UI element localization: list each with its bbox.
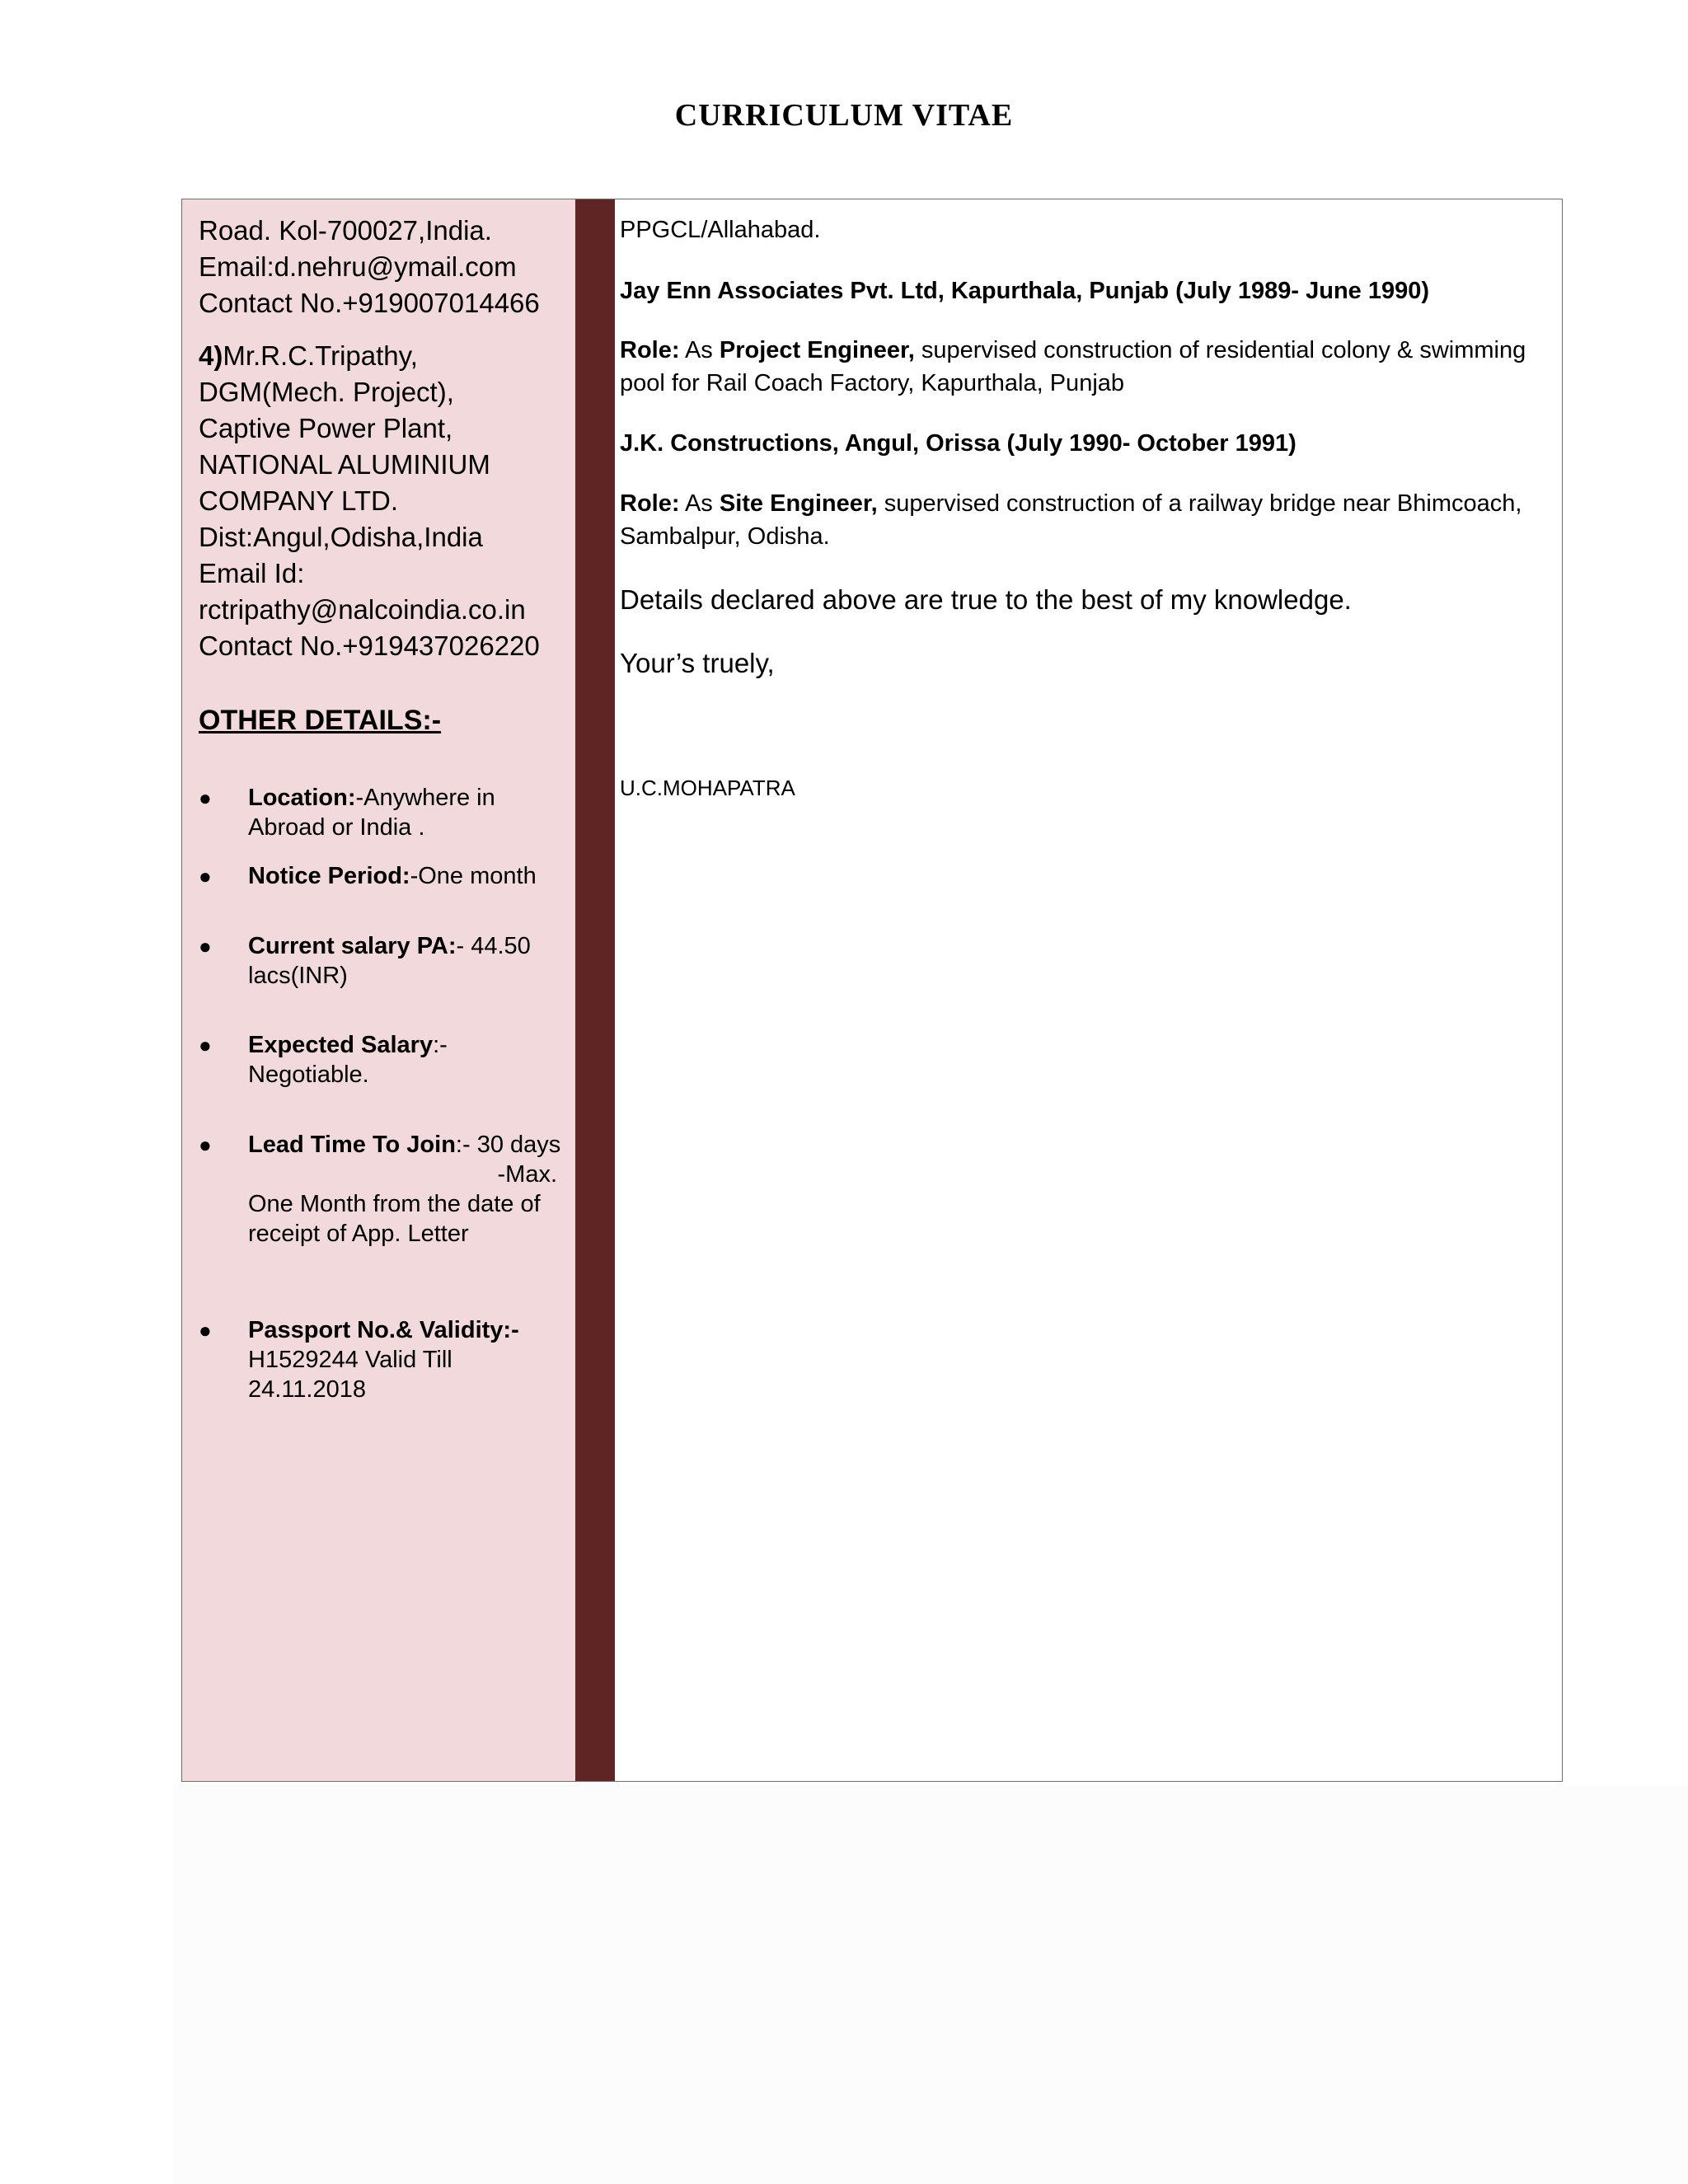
detail-label: Lead Time To Join bbox=[248, 1132, 456, 1158]
role-label: Role: bbox=[620, 490, 680, 517]
detail-label: Expected Salary bbox=[248, 1032, 434, 1058]
job1-heading: Jay Enn Associates Pvt. Ltd, Kapurthala, Punjab (July 1989- June 1990) bbox=[620, 278, 1430, 304]
detail-value: :- Negotiable. bbox=[248, 1032, 448, 1088]
job1-role bbox=[620, 334, 1543, 400]
ref4-name-line bbox=[199, 338, 561, 374]
references-block bbox=[199, 213, 561, 664]
ref4-line: Email Id: bbox=[199, 558, 305, 588]
detail-value: -Anywhere in Abroad or India . bbox=[248, 785, 495, 841]
role-as: As bbox=[679, 490, 720, 517]
job2-role bbox=[620, 487, 1543, 553]
ref4-line: NATIONAL ALUMINIUM bbox=[199, 449, 490, 480]
detail-value: :- 30 days bbox=[455, 1132, 561, 1158]
ref4-line: Dist:Angul,Odisha,India bbox=[199, 522, 483, 552]
ref3-email: Email:d.nehru@ymail.com bbox=[199, 251, 517, 282]
right-top-line: PPGCL/Allahabad. bbox=[620, 217, 821, 243]
ref4-contact: Contact No.+919437026220 bbox=[199, 630, 540, 661]
ref3-contact: Contact No.+919007014466 bbox=[199, 288, 540, 318]
ref4-email: rctripathy@nalcoindia.co.in bbox=[199, 594, 526, 625]
detail-label: Location: bbox=[248, 785, 356, 811]
detail-label: Current salary PA: bbox=[248, 933, 457, 959]
detail-label: Notice Period: bbox=[248, 863, 410, 889]
job2-heading: J.K. Constructions, Angul, Orissa (July 1990- October 1991) bbox=[620, 430, 1296, 457]
detail-value: - 44.50 lacs(INR) bbox=[248, 933, 531, 989]
closing-text: Your’s truely, bbox=[620, 648, 775, 678]
ref3-line: Road. Kol-700027,India. bbox=[199, 215, 492, 246]
role-description: supervised construction of residential colony & swimming pool for Rail Coach Factory, Kapurthala, Punjab bbox=[620, 337, 1526, 396]
bullet-icon: ● bbox=[199, 934, 212, 958]
ref4-line: COMPANY LTD. bbox=[199, 485, 399, 516]
role-description: supervised construction of a railway bridge near Bhimcoach, Sambalpur, Odisha. bbox=[620, 490, 1522, 550]
detail-extra: One Month from the date of receipt of App. Letter bbox=[248, 1191, 541, 1247]
detail-value: H1529244 Valid Till 24.11.2018 bbox=[248, 1347, 452, 1403]
role-title: Site Engineer, bbox=[719, 490, 878, 517]
declaration-text: Details declared above are true to the best of my knowledge. bbox=[620, 584, 1352, 615]
role-as: As bbox=[679, 337, 720, 363]
bullet-icon: ● bbox=[199, 1318, 212, 1343]
ref4-line: Captive Power Plant, bbox=[199, 413, 453, 443]
ref4-number: 4) bbox=[199, 340, 223, 371]
page-title: CURRICULUM VITAE bbox=[674, 98, 1014, 133]
ref4-line: DGM(Mech. Project), bbox=[199, 377, 454, 407]
role-title: Project Engineer, bbox=[719, 337, 915, 363]
bullet-icon: ● bbox=[199, 1132, 212, 1157]
detail-extra-max: -Max. bbox=[497, 1161, 557, 1188]
other-details-heading: OTHER DETAILS:- bbox=[199, 705, 442, 736]
bullet-icon: ● bbox=[199, 785, 212, 810]
signature-name: U.C.MOHAPATRA bbox=[620, 776, 795, 800]
detail-label: Passport No.& Validity:- bbox=[248, 1317, 519, 1343]
detail-value: -One month bbox=[410, 863, 537, 889]
role-label: Role: bbox=[620, 337, 680, 363]
page-bottom-shade bbox=[173, 1784, 1688, 2184]
ref4-name: Mr.R.C.Tripathy, bbox=[223, 340, 418, 371]
bullet-icon: ● bbox=[199, 864, 212, 888]
bullet-icon: ● bbox=[199, 1033, 212, 1057]
